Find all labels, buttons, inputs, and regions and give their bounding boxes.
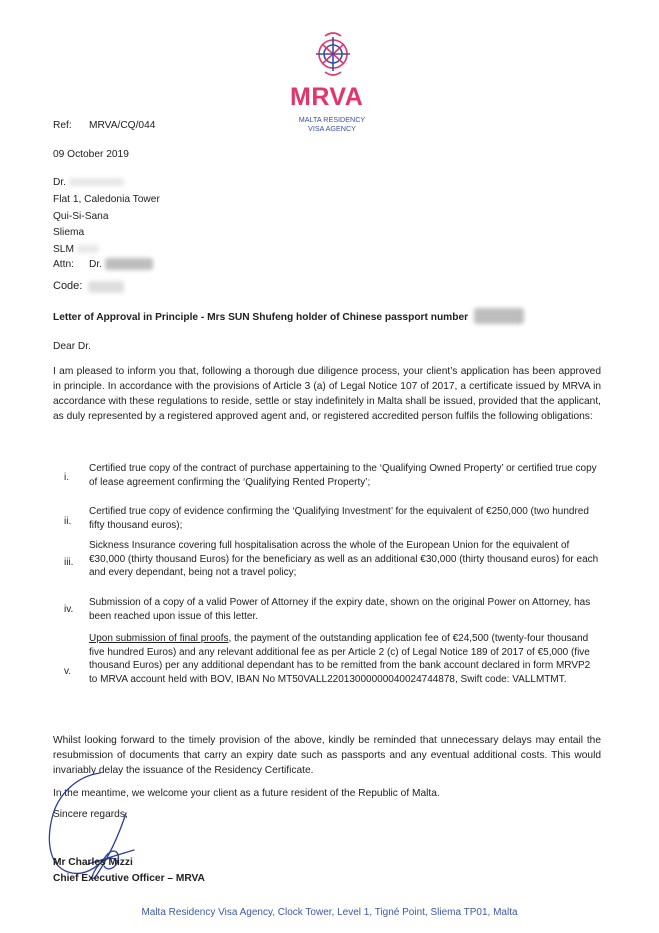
- address-line-3: Qui-Si-Sana: [53, 211, 109, 222]
- ref-label: Ref:: [53, 120, 72, 131]
- handwritten-signature: [38, 768, 148, 888]
- address-line-5: [53, 243, 99, 256]
- address-line-2: Flat 1, Caledonia Tower: [53, 194, 160, 205]
- logo-subtitle-line1: MALTA RESIDENCY: [298, 115, 366, 124]
- obligation-5-body: , the payment of the outstanding application fee of €24,500 (twenty-four thousand five hundred Euros) and any relevant additional fee as per Article 2 (c) of Legal Notice 189 of 2017 of €5,000 (five thousand Euros) per any additional dependant has to be remitted from the bank account declared in form MRVP2 to MRVA account held with BOV, IBAN No MT50VALL22013000000040024744878, Swift code: VALLMTMT.: [89, 633, 591, 685]
- logo-subtitle: [287, 116, 377, 133]
- ref-value: MRVA/CQ/044: [89, 120, 156, 131]
- attn-label: Attn:: [53, 259, 74, 270]
- address-name-prefix: Dr.: [53, 177, 67, 188]
- obligation-4-text: Submission of a copy of a valid Power of Attorney if the expiry date, shown on the original Power on Attorney, has been reached upon issue of this letter.: [89, 597, 591, 622]
- attn-name-prefix: Dr.: [89, 259, 103, 270]
- mrva-logo-emblem-icon: [308, 27, 358, 82]
- signoff: Sincere regards,: [53, 809, 128, 820]
- footer-address: Malta Residency Visa Agency, Clock Tower, Level 1, Tigné Point, Sliema TP01, Malta: [141, 907, 518, 918]
- obligation-4-number: iv.: [64, 604, 74, 615]
- obligation-2-text: Certified true copy of evidence confirming the ‘Qualifying Investment’ for the equivalent of €250,000 (two hundred fifty thousand euros);: [89, 506, 589, 531]
- obligation-5-text: [89, 632, 601, 686]
- logo-subtitle-line2: VISA AGENCY: [308, 123, 356, 133]
- letter-date: 09 October 2019: [53, 149, 129, 160]
- obligation-5-underlined-lead: Upon submission of final proofs: [89, 633, 229, 644]
- redacted-passport-number: [474, 308, 524, 324]
- salutation: Dear Dr.: [53, 341, 91, 352]
- redacted-name: [69, 178, 124, 186]
- signatory-name: Mr Charles Mizzi: [53, 857, 133, 868]
- postcode-prefix: SLM: [53, 244, 74, 255]
- redacted-postcode: [77, 245, 99, 253]
- attn-value: [89, 258, 153, 271]
- obligation-3-text: Sickness Insurance covering full hospitalisation across the whole of the European Union for the equivalent of €30,000 (thirty thousand Euros) for the beneficiary as well as an additional €30,000 (thirty thousand euros) for each and every dependant, being not a travel policy;: [89, 540, 599, 578]
- meantime-line: In the meantime, we welcome your client as a future resident of the Republic of Malta.: [53, 788, 440, 799]
- code-label: Code:: [53, 280, 83, 292]
- closing-paragraph: Whilst looking forward to the timely provision of the above, kindly be reminded that unnecessary delays may entail the resubmission of documents that carry an expiry date such as passports and any eventual additional costs. This would invariably delay the issuance of the Residency Certificate.: [53, 735, 601, 776]
- redacted-attn-name: [105, 258, 153, 270]
- signatory-title: Chief Executive Officer – MRVA: [53, 873, 205, 884]
- subject-line: Letter of Approval in Principle - Mrs SUN Shufeng holder of Chinese passport number: [53, 312, 469, 323]
- address-line-1: [53, 176, 124, 189]
- obligation-1-number: i.: [64, 472, 69, 483]
- obligation-2-number: ii.: [64, 516, 72, 527]
- address-line-4: Sliema: [53, 227, 85, 238]
- obligation-5-number: v.: [64, 666, 72, 677]
- obligation-3-number: iii.: [64, 557, 74, 568]
- obligation-1-text: Certified true copy of the contract of purchase appertaining to the ‘Qualifying Owned Property’ or certified true copy of lease agreement confirming the ‘Qualifying Rented Property’;: [89, 463, 597, 488]
- redacted-code: [88, 281, 124, 293]
- intro-paragraph: I am pleased to inform you that, following a thorough due diligence process, your client’s application has been approved in principle. In accordance with the provisions of Article 3 (a) of Legal Notice 107 of 2017, a certificate issued by MRVA in accordance with these regulations to reside, settle or stay indefinitely in Malta shall be issued, provided that the applicant, as duly represented by a registered approved agent and, or registered accredited person fulfils the following obligations:: [53, 366, 601, 422]
- logo-wordmark: MRVA: [290, 83, 364, 111]
